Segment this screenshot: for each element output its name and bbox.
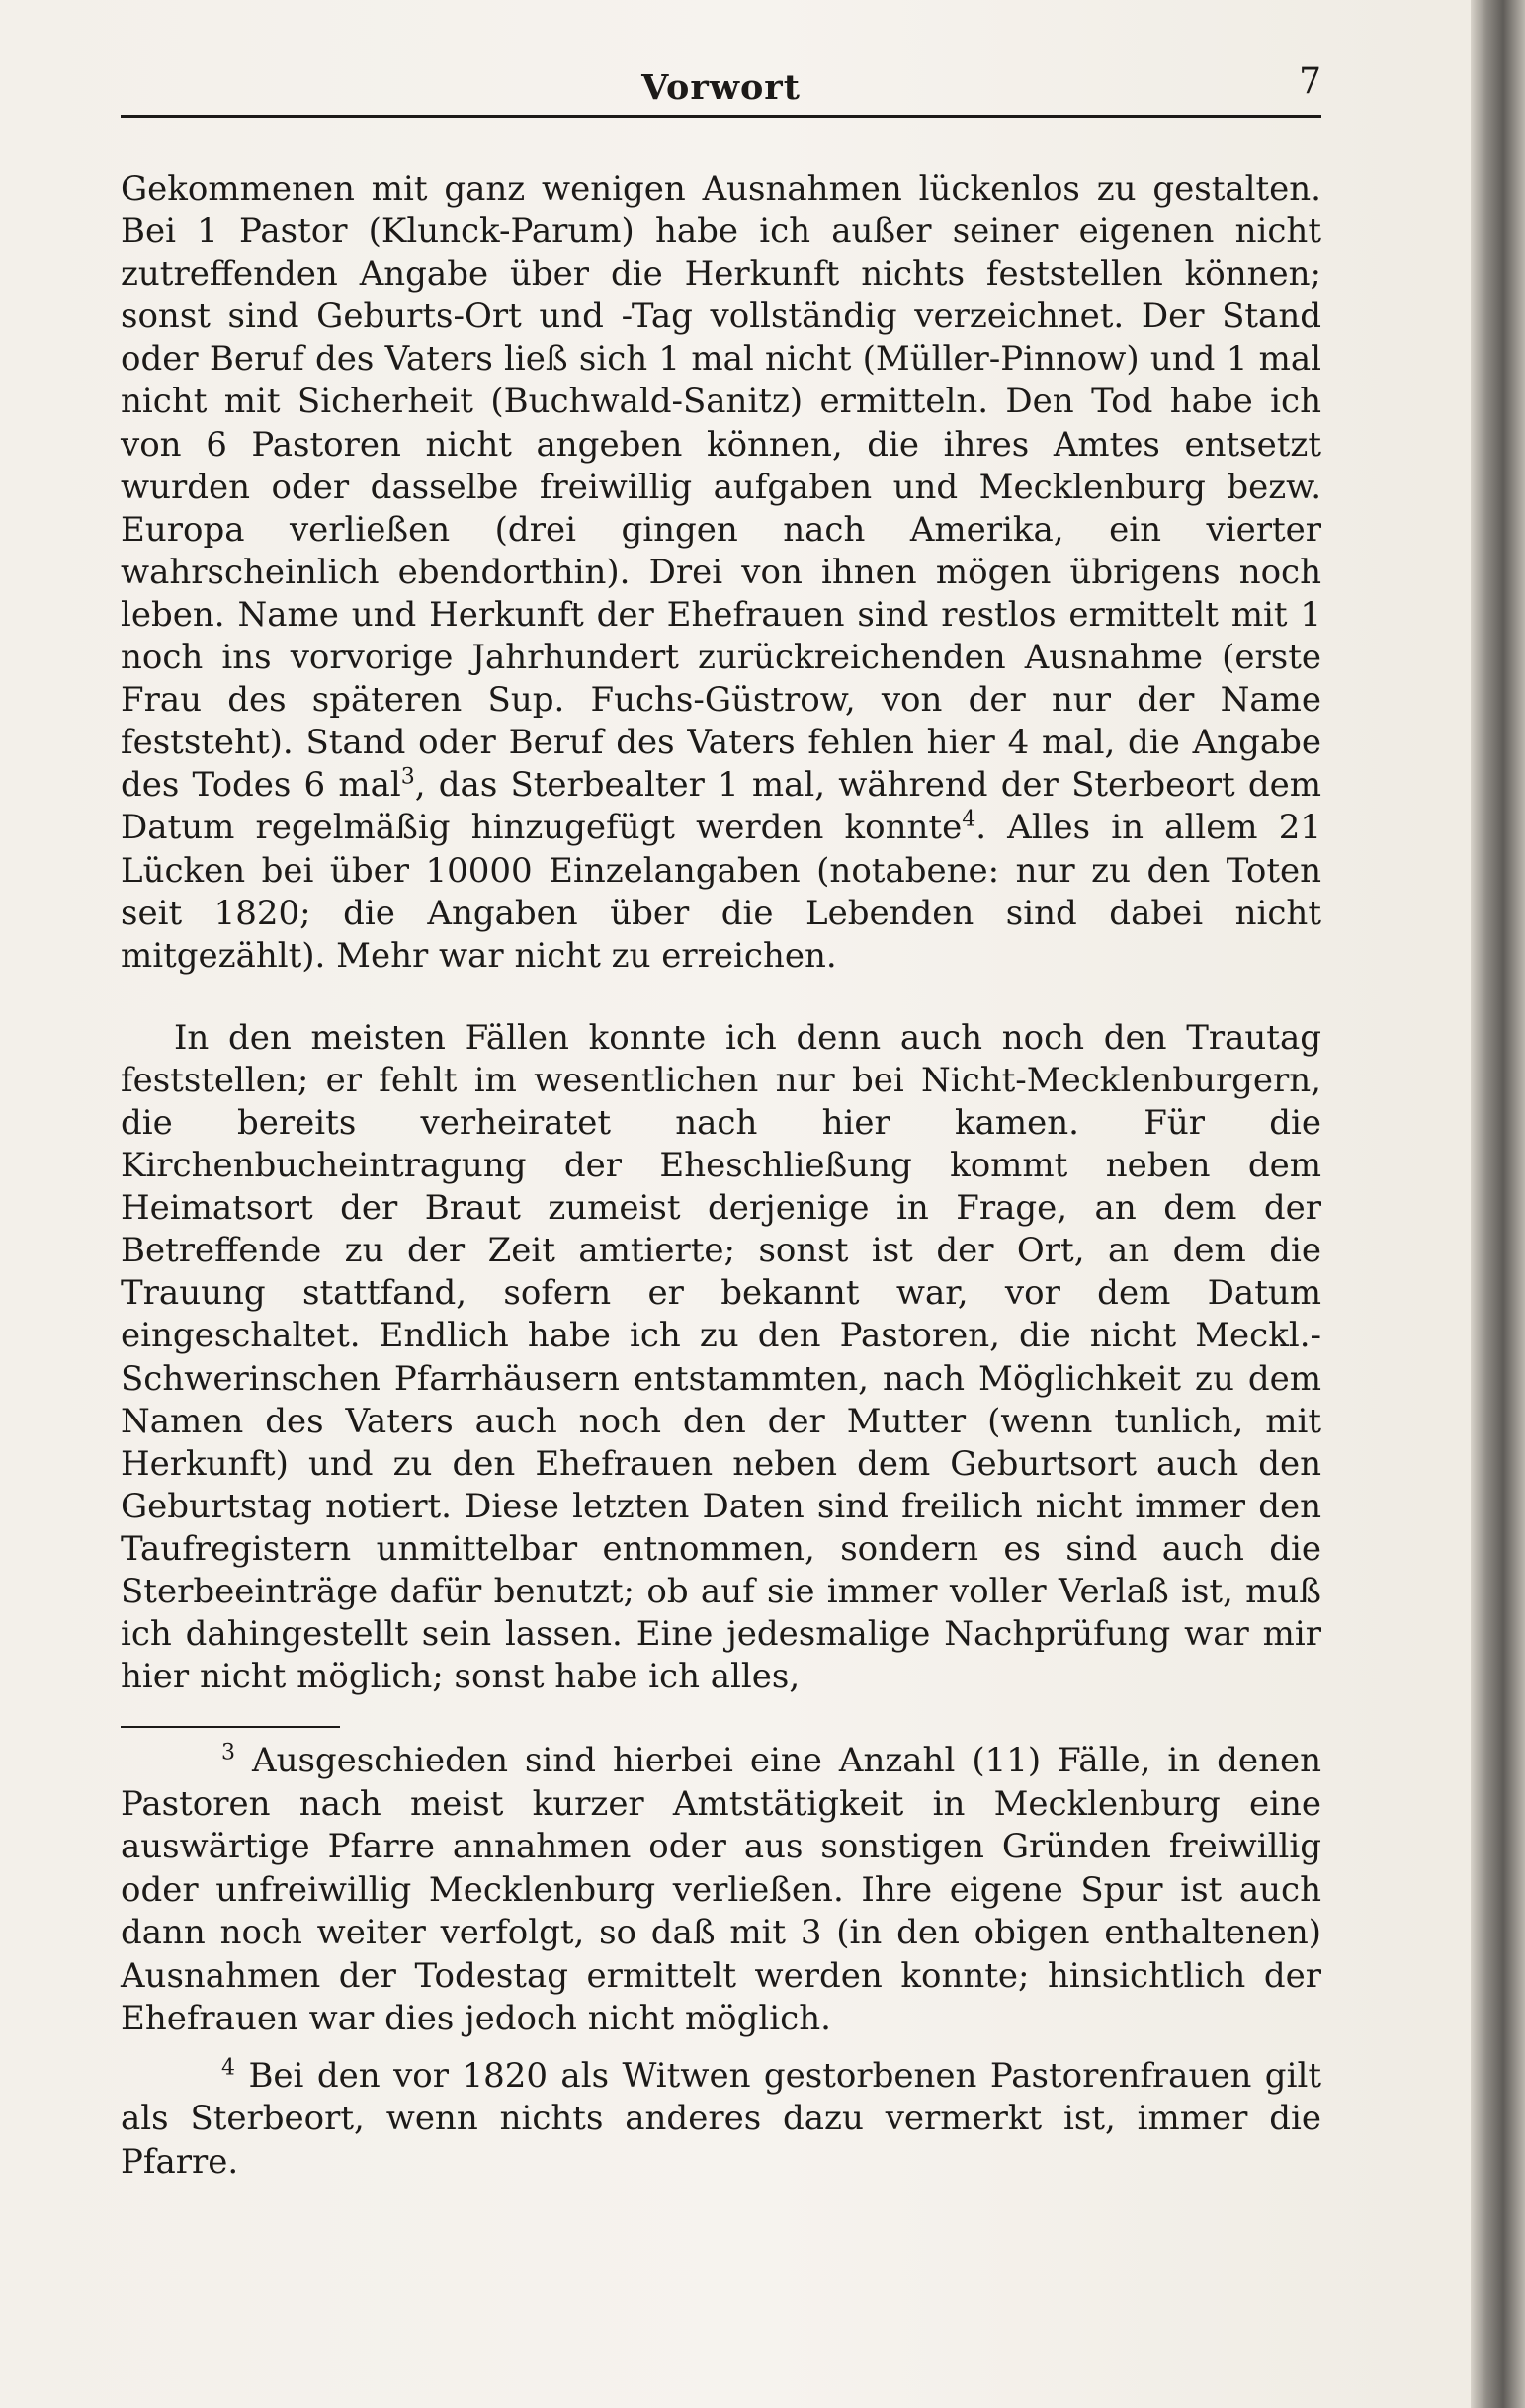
page-number: 7 xyxy=(1299,61,1321,102)
footnote-4 xyxy=(121,2055,1321,2185)
footnote-3-text: Ausgeschieden sind hierbei eine Anzahl (11) Fälle, in denen Pastoren nach meist kurzer Amtstätigkeit in Mecklenburg eine auswärtige Pfarre annahmen oder aus sonstigen Gründen freiwillig oder unfreiwillig Mecklenburg verließen. Ihre eigene Spur ist auch dann noch weiter verfolgt, so daß mit 3 (in den obigen enthaltenen) Ausnahmen der Todestag ermittelt werden konnte; hinsichtlich der Ehefrauen war dies jedoch nicht möglich. xyxy=(121,1741,1321,2038)
page-header xyxy=(121,61,1321,121)
paragraph-1 xyxy=(121,168,1321,978)
footnote-mark-4: 4 xyxy=(221,2055,235,2081)
body-text xyxy=(121,168,1321,1698)
footnotes xyxy=(121,1740,1321,2184)
footnote-3 xyxy=(121,1740,1321,2041)
paragraph-1-mid: , das Sterbealter 1 mal, während der Sterbeort dem Datum regelmäßig hinzugefügt werden konnte xyxy=(121,765,1321,848)
footnote-reference-4: 4 xyxy=(962,808,976,833)
paragraph-2: In den meisten Fällen konnte ich denn auch noch den Trautag feststellen; er fehlt im wesentlichen nur bei Nicht-Mecklenburgern, die bereits verheiratet nach hier kamen. Für die Kirchenbucheintragung der Eheschließung kommt neben dem Heimatsort der Braut zumeist derjenige in Frage, an dem der Betreffende zu der Zeit amtierte; sonst ist der Ort, an dem die Trauung stattfand, sofern er bekannt war, vor dem Datum eingeschaltet. Endlich habe ich zu den Pastoren, die nicht Meckl.-Schwerinschen Pfarrhäusern entstammten, nach Möglichkeit zu dem Namen des Vaters auch noch den der Mutter (wenn tunlich, mit Herkunft) und zu den Ehefrauen neben dem Geburtsort auch den Geburtstag notiert. Diese letzten Daten sind freilich nicht immer den Taufregistern unmittelbar entnommen, sondern es sind auch die Sterbeeinträge dafür benutzt; ob auf sie immer voller Verlaß ist, muß ich dahingestellt sein lassen. Eine jedesmalige Nachprüfung war mir hier nicht möglich; sonst habe ich alles, xyxy=(121,1017,1321,1697)
book-spine-shadow xyxy=(1471,0,1525,2408)
footnote-reference-3: 3 xyxy=(400,764,415,790)
paragraph-1-text: Gekommenen mit ganz wenigen Ausnahmen lückenlos zu gestalten. Bei 1 Pastor (Klunck-Parum) habe ich außer seiner eigenen nicht zutreffenden Angabe über die Herkunft nichts feststellen können; sonst sind Geburts-Ort und -Tag vollständig verzeichnet. Der Stand oder Beruf des Vaters ließ sich 1 mal nicht (Müller-Pinnow) und 1 mal nicht mit Sicherheit (Buchwald-Sanitz) ermitteln. Den Tod habe ich von 6 Pastoren nicht angeben können, die ihres Amtes entsetzt wurden oder dasselbe freiwillig aufgaben und Mecklenburg bezw. Europa verließen (drei gingen nach Amerika, ein vierter wahrscheinlich ebendorthin). Drei von ihnen mögen übrigens noch leben. Name und Herkunft der Ehefrauen sind restlos ermittelt mit 1 noch ins vorvorige Jahrhundert zurückreichenden Ausnahme (erste Frau des späteren Sup. Fuchs-Güstrow, von der nur der Name feststeht). Stand oder Beruf des Vaters fehlen hier 4 mal, die Angabe des Todes 6 mal xyxy=(121,169,1321,806)
footnote-rule xyxy=(121,1726,340,1728)
running-head: Vorwort xyxy=(641,67,801,108)
footnote-4-text: Bei den vor 1820 als Witwen gestorbenen Pastorenfrauen gilt als Sterbeort, wenn nichts anderes dazu vermerkt ist, immer die Pfarre. xyxy=(121,2055,1321,2182)
paragraph-1-end: . Alles in allem 21 Lücken bei über 10000 Einzelangaben (notabene: nur zu den Toten seit 1820; die Angaben über die Lebenden sind dabei nicht mitgezählt). Mehr war nicht zu erreichen. xyxy=(121,808,1321,976)
footnote-mark-3: 3 xyxy=(221,1740,235,1765)
header-rule xyxy=(121,115,1321,118)
